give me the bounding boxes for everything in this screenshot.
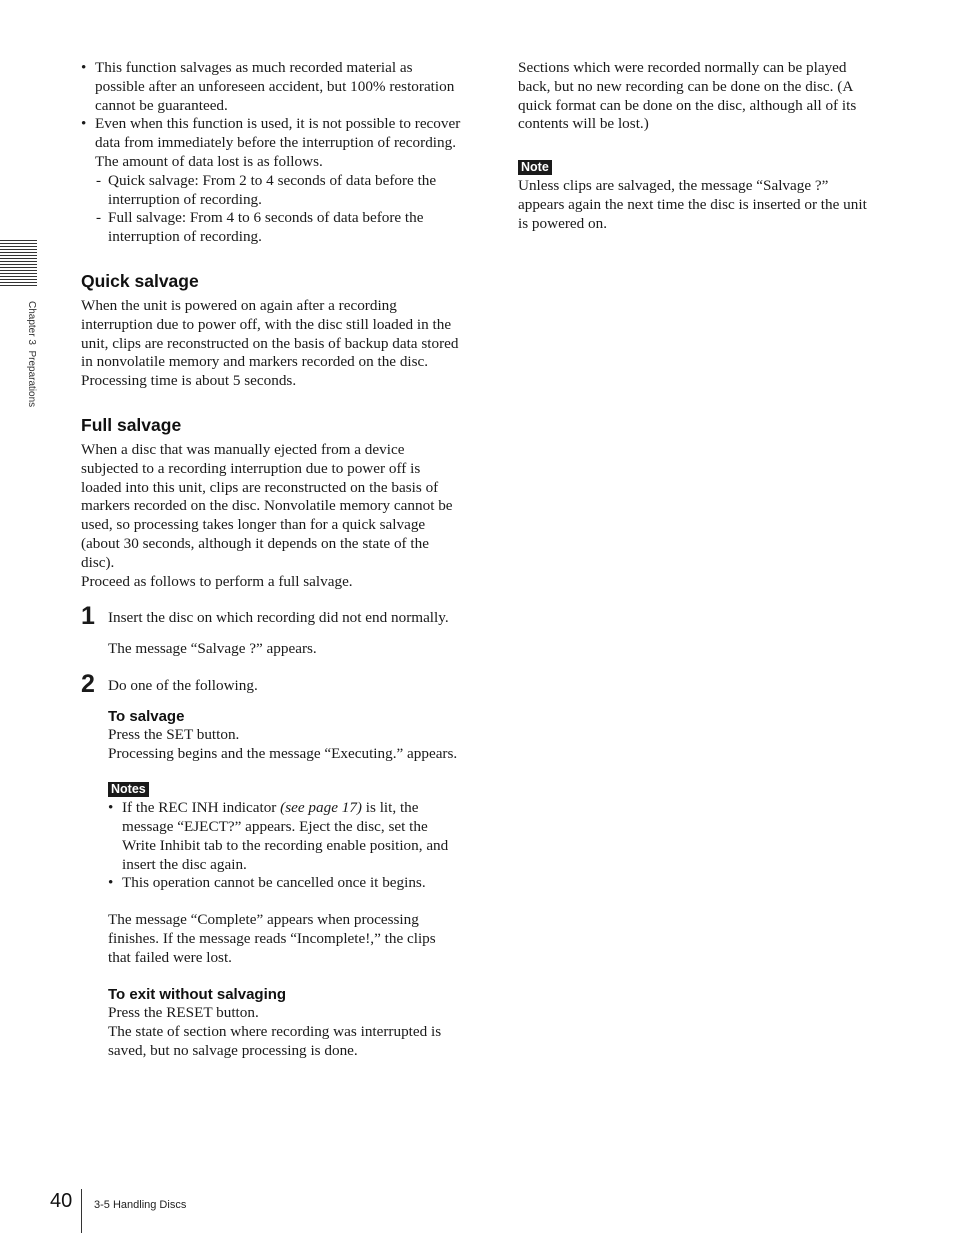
chapter-number: Chapter 3	[26, 301, 37, 345]
left-column	[81, 59, 461, 1061]
continuation-text: Sections which were recorded normally can be played back, but no new recording can be done on the disc. (A quick format can be done on the disc, although all of its contents will be lost.)	[518, 59, 857, 133]
quick-salvage-heading: Quick salvage	[81, 270, 199, 291]
chapter-title: Preparations	[26, 350, 37, 408]
data-loss-quick: - Quick salvage: From 2 to 4 seconds of data before the interruption of recording.	[95, 172, 461, 210]
chapter-side-label	[25, 301, 37, 407]
step-1-text: Insert the disc on which recording did not end normally.	[108, 609, 449, 627]
footer-divider	[81, 1189, 82, 1233]
step-1	[81, 602, 461, 659]
step-2-number: 2	[81, 669, 95, 698]
exit-line-2: The state of section where recording was interrupted is saved, but no salvage processing is done.	[108, 1023, 442, 1060]
to-salvage-heading: To salvage	[108, 707, 185, 725]
data-loss-list	[95, 172, 461, 247]
intro-bullet-2	[81, 115, 461, 247]
exit-heading: To exit without salvaging	[108, 986, 287, 1004]
to-salvage-line-1: Press the SET button.	[108, 725, 240, 743]
data-loss-full: - Full salvage: From 4 to 6 seconds of data before the interruption of recording.	[95, 209, 461, 247]
intro-bullet-list	[81, 59, 461, 247]
note-text: Unless clips are salvaged, the message “Salvage ?” appears again the next time the disc is inserted or the unit is powered on.	[518, 176, 867, 232]
intro-bullet-2-text: Even when this function is used, it is not possible to recover data from immediately before the interruption of recording. The amount of data lost is as follows.	[95, 115, 461, 170]
full-salvage-heading: Full salvage	[81, 414, 182, 435]
page-number: 40	[50, 1190, 73, 1212]
note-block	[518, 158, 874, 233]
footer-section-title: 3-5 Handling Discs	[94, 1199, 187, 1211]
full-salvage-body: When a disc that was manually ejected from a device subjected to a recording interruption due to power off is loaded into this unit, clips are reconstructed on the basis of markers recorded on the disc. Nonvolatile memory cannot be used, so processing takes longer than for a quick salvage (about 30 seconds, although it depends on the state of the disc).	[81, 440, 453, 571]
intro-bullet-1: • This function salvages as much recorded material as possible after an unforeseen accident, but 100% restoration cannot be guaranteed.	[81, 59, 461, 115]
quick-salvage-time: Processing time is about 5 seconds.	[81, 372, 297, 390]
step-1-result: The message “Salvage ?” appears.	[108, 640, 317, 658]
chapter-tab-lines	[0, 240, 37, 288]
note-badge: Note	[518, 160, 552, 175]
page-reference-link[interactable]: (see page 17)	[280, 799, 362, 817]
step-2-text: Do one of the following.	[108, 676, 258, 694]
notes-badge: Notes	[108, 782, 149, 797]
notes-list	[108, 799, 461, 893]
note-2: • This operation cannot be cancelled once it begins.	[108, 874, 461, 893]
right-column	[518, 59, 874, 233]
note-1-before: If the REC INH indicator	[122, 799, 281, 817]
note-1-after: is lit, the message “EJECT?” appears. Eject the disc, set the Write Inhibit tab to the recording enable position, and insert the disc again.	[122, 799, 449, 873]
step-2	[81, 669, 461, 1061]
quick-salvage-body: When the unit is powered on again after a recording interruption due to power off, with the disc still loaded in the unit, clips are reconstructed on the basis of backup data stored in nonvolatile memory and markers recorded on the disc.	[81, 296, 459, 371]
complete-message-text: The message “Complete” appears when processing finishes. If the message reads “Incomplete!,” the clips that failed were lost.	[108, 911, 436, 966]
notes-block	[108, 780, 461, 893]
step-1-number: 1	[81, 602, 95, 631]
exit-line-1: Press the RESET button.	[108, 1004, 259, 1022]
full-salvage-proceed: Proceed as follows to perform a full salvage.	[81, 572, 353, 590]
note-1	[108, 799, 461, 874]
to-salvage-line-2: Processing begins and the message “Executing.” appears.	[108, 744, 458, 762]
